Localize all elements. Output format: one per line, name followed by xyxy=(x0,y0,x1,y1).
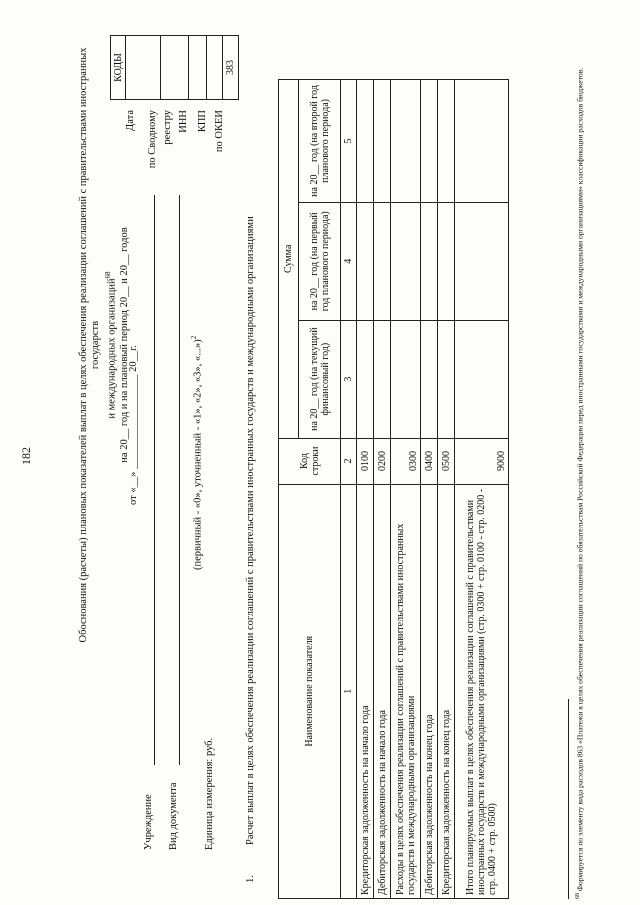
num-cell-3: 3 xyxy=(341,320,357,438)
row-name: Расходы в целях обеспечения реализации соглашений с правительствами иностранных государств и международными организациями xyxy=(391,484,421,898)
codes-label-okei: по ОКЕИ xyxy=(214,110,225,153)
codes-table xyxy=(110,35,239,100)
row-value-1 xyxy=(421,320,438,438)
table-row xyxy=(455,80,509,899)
codes-header: КОДЫ xyxy=(111,36,126,100)
document-title xyxy=(78,25,131,665)
row-value-2 xyxy=(374,202,391,320)
row-code: 0200 xyxy=(374,438,391,484)
num-cell-1: 1 xyxy=(341,484,357,898)
codes-cell-date xyxy=(126,36,161,100)
doc-type-hint-text: (первичный - «0», уточненный - «1», «2», «3», «...») xyxy=(192,339,204,570)
header-year-2: на 20__ год (на первый год планового периода) xyxy=(299,202,341,320)
row-value-1 xyxy=(357,320,374,438)
footnote-rule xyxy=(568,699,569,899)
header-year-1: на 20__ год (на текущий финансовый год) xyxy=(299,320,341,438)
institution-underline xyxy=(154,195,155,765)
section-number: 1. xyxy=(245,875,256,883)
main-table xyxy=(278,79,509,899)
doc-type-underline xyxy=(179,195,180,765)
num-cell-2: 2 xyxy=(341,438,357,484)
row-value-2 xyxy=(391,202,421,320)
row-value-2 xyxy=(357,202,374,320)
row-value-3 xyxy=(357,80,374,203)
row-name: Дебиторская задолженность на начало года xyxy=(374,484,391,898)
footnote xyxy=(574,59,585,899)
title-line-2-text: и международных организаций xyxy=(106,278,118,419)
codes-label-date: Дата xyxy=(125,110,136,131)
header-year-3: на 20__ год (на второй год планового периода) xyxy=(299,80,341,203)
row-value-2 xyxy=(421,202,438,320)
row-value-3 xyxy=(391,80,421,203)
title-line-1: Обоснования (расчеты) плановых показателей выплат в целях обеспечения реализации соглашений с правительствами иностранных государств xyxy=(78,47,101,643)
row-code: 9000 xyxy=(455,438,509,484)
header-name: Наименование показателя xyxy=(279,484,341,898)
footnote-text: Формируется по элементу вида расходов 863 «Платежи в целях обеспечения реализации соглашений по обязательствам Российской Федерации перед иностранными государствами и международными организациями» классификации расходов бюджетов. xyxy=(575,67,585,892)
row-code: 0300 xyxy=(391,438,421,484)
row-code: 0100 xyxy=(357,438,374,484)
doc-type-label: Вид документа xyxy=(168,782,179,850)
title-line-3: на 20__ год и на плановый период 20__ и 20__ годов xyxy=(118,227,130,463)
row-name: Кредиторская задолженность на конец года xyxy=(438,484,455,898)
codes-label-reestr: реестру xyxy=(162,110,173,145)
table-row xyxy=(374,80,391,899)
num-cell-4: 4 xyxy=(341,202,357,320)
row-value-1 xyxy=(374,320,391,438)
row-value-3 xyxy=(438,80,455,203)
date-line: от «__» __________________ 20__г. xyxy=(128,345,139,505)
row-name: Дебиторская задолженность на конец года xyxy=(421,484,438,898)
codes-cell-inn xyxy=(189,36,207,100)
row-value-3 xyxy=(374,80,391,203)
row-name: Итого планируемых выплат в целях обеспечения реализации соглашений с правительствами иностранных государств и международными организациями (стр. 0300 + стр. 0100 - стр. 0200 - стр. 0400 + стр. 0500) xyxy=(455,484,509,898)
doc-type-hint xyxy=(188,336,205,570)
row-value-3 xyxy=(421,80,438,203)
num-cell-5: 5 xyxy=(341,80,357,203)
doc-type-hint-ref: 2 xyxy=(190,335,198,340)
title-footnote-ref: 68 xyxy=(104,271,112,279)
unit-label: Единица измерения: руб. xyxy=(204,737,215,850)
row-code: 0400 xyxy=(421,438,438,484)
page-number: 182 xyxy=(19,447,33,465)
table-row xyxy=(438,80,455,899)
codes-cell-svodny xyxy=(161,36,189,100)
title-line-2 xyxy=(102,25,119,665)
codes-label-svodny: по Сводному xyxy=(147,110,158,169)
row-value-2 xyxy=(455,202,509,320)
codes-label-kpp: КПП xyxy=(197,110,208,133)
row-value-3 xyxy=(455,80,509,203)
codes-cell-okei: 383 xyxy=(223,36,239,100)
section-title: Расчет выплат в целях обеспечения реализации соглашений с правительствами иностранных государств и международными организациями xyxy=(245,216,256,845)
row-value-1 xyxy=(455,320,509,438)
codes-cell-kpp xyxy=(207,36,223,100)
table-row xyxy=(421,80,438,899)
table-row xyxy=(357,80,374,899)
row-value-1 xyxy=(438,320,455,438)
row-value-1 xyxy=(391,320,421,438)
row-value-2 xyxy=(438,202,455,320)
header-sum: Сумма xyxy=(279,80,299,439)
codes-label-inn: ИНН xyxy=(178,110,189,133)
table-row xyxy=(391,80,421,899)
institution-label: Учреждение xyxy=(143,794,154,850)
footnote-mark: 68 xyxy=(575,893,581,899)
row-code: 0500 xyxy=(438,438,455,484)
row-name: Кредиторская задолженность на начало года xyxy=(357,484,374,898)
header-code: Код строки xyxy=(279,438,341,484)
